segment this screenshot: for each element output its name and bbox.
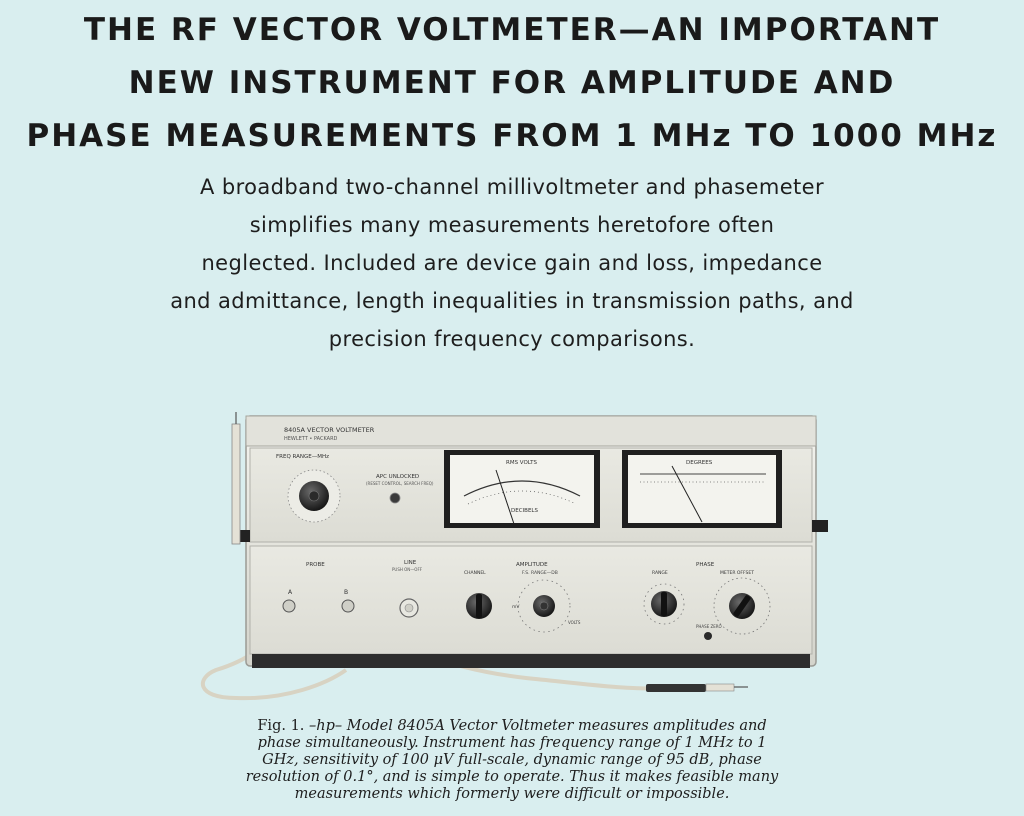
subhead-line-3: neglected. Included are device gain and loss, impedance bbox=[201, 251, 823, 275]
meter-offset-label: METER OFFSET bbox=[720, 571, 754, 576]
model-name-plate: 8405A VECTOR VOLTMETER bbox=[284, 426, 375, 434]
figure-caption bbox=[196, 718, 828, 803]
apc-unlocked-label: APC UNLOCKED bbox=[376, 474, 420, 480]
caption-line-4: resolution of 0.1°, and is simple to operate. Thus it makes feasible many bbox=[245, 769, 779, 785]
line-sublabel: PUSH ON—OFF bbox=[392, 567, 423, 572]
probe-b-connector[interactable] bbox=[342, 600, 354, 612]
line-label: LINE bbox=[404, 560, 417, 566]
headline bbox=[0, 4, 1024, 163]
decibels-label: DECIBELS bbox=[511, 508, 538, 514]
subhead-line-2: simplifies many measurements heretofore often bbox=[249, 213, 775, 237]
phase-label: PHASE bbox=[696, 562, 715, 568]
phase-zero-knob[interactable] bbox=[704, 632, 712, 640]
probe-label: PROBE bbox=[306, 562, 325, 568]
headline-line-3: PHASE MEASUREMENTS FROM 1 MHz TO 1000 MHz bbox=[26, 118, 998, 154]
degrees-label: DEGREES bbox=[686, 460, 713, 466]
probe-b[interactable] bbox=[646, 684, 748, 692]
range-label: RANGE bbox=[652, 571, 668, 576]
volts-label: VOLTS bbox=[568, 620, 581, 625]
vector-voltmeter-illustration bbox=[196, 408, 836, 708]
subhead-line-1: A broadband two-channel millivoltmeter and phasemeter bbox=[200, 175, 824, 199]
probe-a-label: A bbox=[288, 589, 293, 596]
freq-range-label: FREQ RANGE—MHz bbox=[276, 454, 330, 460]
phase-zero-label: PHASE ZERO bbox=[696, 624, 722, 629]
caption-line-2: phase simultaneously. Instrument has frequency range of 1 MHz to 1 bbox=[257, 735, 767, 751]
channel-label: CHANNEL bbox=[464, 571, 486, 576]
fs-range-label: F.S. RANGE—DB bbox=[522, 571, 558, 576]
rms-volts-label: RMS VOLTS bbox=[506, 460, 537, 466]
probe-a[interactable] bbox=[232, 412, 240, 544]
caption-line-5: measurements which formerly were difficult or impossible. bbox=[294, 786, 730, 802]
subhead-line-4: and admittance, length inequalities in transmission paths, and bbox=[170, 289, 854, 313]
subhead bbox=[130, 168, 894, 358]
caption-line-3: GHz, sensitivity of 100 μV full-scale, dynamic range of 95 dB, phase bbox=[262, 752, 762, 768]
mv-label: mV bbox=[512, 605, 520, 610]
apc-unlocked-lamp bbox=[390, 493, 400, 503]
headline-line-2: NEW INSTRUMENT FOR AMPLITUDE AND bbox=[128, 65, 896, 101]
headline-line-1: THE RF VECTOR VOLTMETER—AN IMPORTANT bbox=[83, 12, 941, 48]
probe-a-connector[interactable] bbox=[283, 600, 295, 612]
probe-b-label: B bbox=[344, 589, 349, 596]
caption-line-1 bbox=[196, 718, 828, 735]
caption-hp-logo: –hp– bbox=[309, 718, 343, 734]
amplitude-label: AMPLITUDE bbox=[516, 562, 548, 568]
subhead-line-5: precision frequency comparisons. bbox=[328, 327, 696, 351]
caption-text-1: Model 8405A Vector Voltmeter measures amplitudes and bbox=[346, 718, 767, 734]
instrument-base bbox=[252, 654, 810, 668]
caption-figure-number: Fig. 1. bbox=[257, 718, 305, 734]
apc-unlocked-sublabel: (RESET CONTROL, SEARCH FREQ) bbox=[366, 481, 434, 486]
instrument-photo bbox=[196, 408, 836, 708]
maker-label: HEWLETT • PACKARD bbox=[284, 436, 338, 442]
